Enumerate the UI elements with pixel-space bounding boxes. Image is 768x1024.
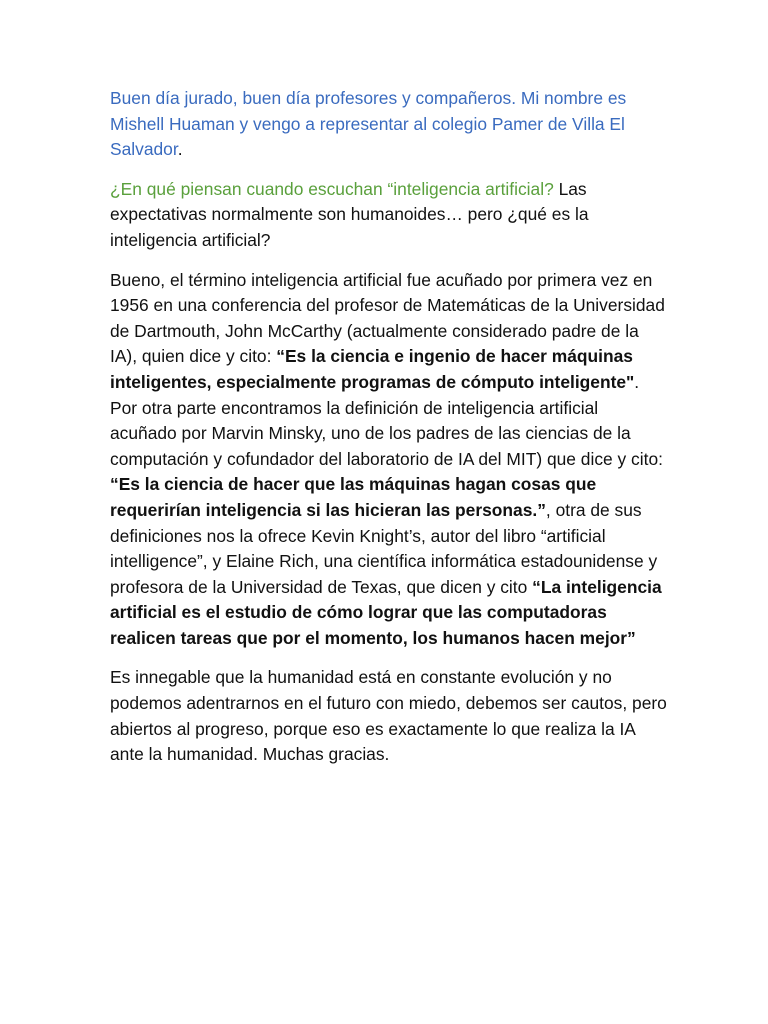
paragraph-greeting xyxy=(110,86,668,163)
paragraph-definitions xyxy=(110,268,668,652)
paragraph-question xyxy=(110,177,668,254)
quote-minsky: “Es la ciencia de hacer que las máquinas hagan cosas que requerirían inteligencia si las hicieran las personas.” xyxy=(110,474,597,520)
greeting-text: Buen día jurado, buen día profesores y compañeros. Mi nombre es Mishell Huaman y vengo a representar al colegio Pamer de Villa El Salvador xyxy=(110,88,627,160)
definitions-text-1: Bueno, el término inteligencia artificial fue acuñado por primera vez en 1956 en una conferencia del profesor de Matemáticas de la Universidad de Dartmouth, John McCarthy (actualmente considerado padre de la IA), quien dice y cito: xyxy=(110,269,665,367)
question-tail: Las expectativas normalmente son humanoides… pero ¿qué es la inteligencia artificial? xyxy=(110,178,589,250)
question-text: ¿En qué piensan cuando escuchan “inteligencia artificial? xyxy=(110,178,554,199)
paragraph-conclusion: Es innegable que la humanidad está en constante evolución y no podemos adentrarnos en el futuro con miedo, debemos ser cautos, pero abiertos al progreso, porque eso es exactamente lo que realiza la IA ante la humanidad. Muchas gracias. xyxy=(110,667,667,765)
quote-knight-rich: “La inteligencia artificial es el estudio de cómo lograr que las computadoras realicen tareas que por el momento, los humanos hacen mejor” xyxy=(110,576,662,648)
quote-mccarthy: “Es la ciencia e ingenio de hacer máquinas inteligentes, especialmente programas de cómputo inteligente" xyxy=(110,346,635,392)
definitions-text-2: . Por otra parte encontramos la definición de inteligencia artificial acuñado por Marvin Minsky, uno de los padres de las ciencias de la computación y cofundador del laboratorio de IA del MIT) que dice y cito: xyxy=(110,371,663,469)
greeting-period: . xyxy=(177,139,183,160)
definitions-text-3: , otra de sus definiciones nos la ofrece Kevin Knight’s, autor del libro “artificial intelligence”, y Elaine Rich, una científica informática estadounidense y profesora de la Universidad de Texas, que dicen y cito xyxy=(110,499,658,597)
